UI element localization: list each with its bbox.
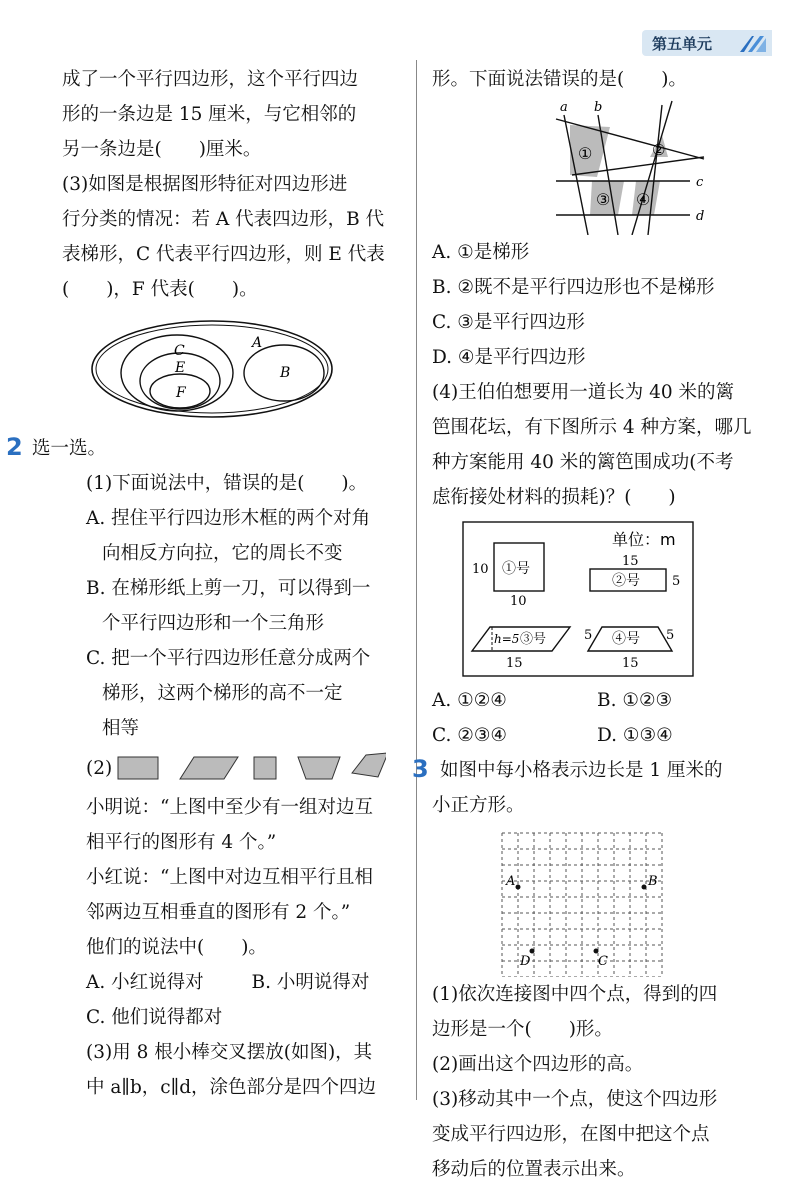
- option-d: D. ①③④: [597, 725, 673, 746]
- plan-3-height: h=5: [494, 632, 520, 646]
- sub-question-label: (2): [86, 757, 113, 779]
- question-number: 3: [412, 755, 429, 783]
- text-line: (3)用 8 根小棒交叉摆放(如图)，其: [86, 1042, 373, 1063]
- fence-plans-figure: [462, 521, 762, 679]
- question-number: 2: [6, 433, 23, 461]
- option-line: A. 捏住平行四边形木框的两个对角: [86, 508, 371, 529]
- option-b: B. ②既不是平行四边形也不是梯形: [432, 277, 715, 298]
- option-a: A. ①②④: [432, 690, 507, 711]
- plan-3-bottom: 15: [506, 656, 523, 671]
- text-line: (3)如图是根据图形特征对四边形进: [62, 174, 348, 195]
- text-line: 小红说：“上图中对边互相平行且相: [86, 867, 373, 888]
- question-title: 如图中每小格表示边长是 1 厘米的: [440, 760, 723, 781]
- text-line: 他们的说法中( )。: [86, 937, 267, 958]
- text-line: 虑衔接处材料的损耗)？( ): [432, 487, 676, 508]
- plan-1-label: ①号: [502, 561, 530, 577]
- point-b-dot: [642, 885, 647, 890]
- options-row: [62, 965, 397, 1000]
- text-line: 另一条边是( )厘米。: [62, 139, 262, 160]
- text-line: 形的一条边是 15 厘米，与它相邻的: [62, 104, 357, 125]
- text-line: 形。下面说法错误的是( )。: [432, 69, 687, 90]
- text-line: (3)移动其中一个点，使这个四边形: [432, 1089, 718, 1110]
- unit-note: 单位：m: [612, 530, 676, 549]
- unit-label: 第五单元: [652, 35, 713, 53]
- line-label-c: c: [696, 175, 704, 190]
- region-2-label: ②: [652, 141, 666, 159]
- option-c: C. ③是平行四边形: [432, 312, 585, 333]
- option-d: D. ④是平行四边形: [432, 347, 586, 368]
- venn-label-a: A: [252, 335, 263, 351]
- venn-label-f: F: [176, 385, 186, 401]
- venn-diagram: [62, 315, 397, 425]
- text-line: 小明说：“上图中至少有一组对边互: [86, 797, 373, 818]
- point-d-dot: [530, 949, 535, 954]
- plan-2-side: 5: [672, 574, 681, 589]
- plan-4-label: ④号: [612, 631, 640, 647]
- text-line: 成了一个平行四边形，这个平行四边: [62, 69, 359, 90]
- text-line: (4)王伯伯想要用一道长为 40 米的篱: [432, 382, 735, 403]
- text-line: ( )，F 代表( )。: [62, 279, 258, 300]
- unit-header-tab: [642, 30, 772, 56]
- plan-4-bottom: 15: [622, 656, 639, 671]
- option-c: C. ②③④: [432, 725, 508, 746]
- venn-label-c: C: [174, 343, 185, 359]
- text-line: 个平行四边形和一个三角形: [102, 613, 325, 634]
- options-row: [432, 718, 762, 753]
- left-column: [6, 62, 397, 1105]
- dot-grid-figure: [432, 827, 762, 977]
- option-a: A. ①是梯形: [432, 242, 530, 263]
- option-line: B. 在梯形纸上剪一刀，可以得到一: [86, 578, 371, 599]
- line-label-a: a: [560, 100, 568, 115]
- point-d-label: D: [520, 954, 531, 969]
- point-c-dot: [594, 949, 599, 954]
- text-line: 种方案能用 40 米的篱笆围成功(不考: [432, 452, 734, 473]
- text-line: 边形是一个( )形。: [432, 1019, 613, 1040]
- text-line: 行分类的情况：若 A 代表四边形，B 代: [62, 209, 385, 230]
- venn-label-b: B: [280, 365, 291, 381]
- plan-4-left: 5: [584, 628, 593, 643]
- text-line: 梯形，这两个梯形的高不一定: [102, 683, 343, 704]
- plan-3-label: ③号: [520, 632, 547, 647]
- text-line: 相平行的图形有 4 个。”: [86, 832, 277, 853]
- point-a-dot: [516, 885, 521, 890]
- point-c-label: C: [598, 954, 608, 969]
- text-line: (1)依次连接图中四个点，得到的四: [432, 984, 718, 1005]
- line-label-b: b: [594, 100, 603, 115]
- text-line: 变成平行四边形，在图中把这个点: [432, 1124, 710, 1145]
- text-line: (1)下面说法中，错误的是( )。: [86, 473, 368, 494]
- text-line: 表梯形，C 代表平行四边形，则 E 代表: [62, 244, 385, 265]
- option-b: B. 小明说得对: [251, 972, 370, 993]
- option-a: A. 小红说得对: [86, 972, 204, 993]
- point-a-label: A: [506, 874, 516, 889]
- plan-2-top: 15: [622, 554, 639, 569]
- plan-1-bottom: 10: [510, 594, 527, 609]
- text-line: 移动后的位置表示出来。: [432, 1159, 636, 1180]
- text-line: 向相反方向拉，它的周长不变: [102, 543, 343, 564]
- option-line: C. 把一个平行四边形任意分成两个: [86, 648, 371, 669]
- question-title: 小正方形。: [432, 795, 525, 816]
- options-row: [432, 683, 762, 718]
- shapes-figure: [116, 751, 386, 785]
- text-line: 邻两边互相垂直的图形有 2 个。”: [86, 902, 351, 923]
- venn-label-e: E: [175, 360, 186, 376]
- text-line: 相等: [102, 718, 140, 739]
- line-label-d: d: [696, 209, 705, 224]
- point-b-label: B: [648, 874, 658, 889]
- region-4-label: ④: [636, 190, 651, 209]
- text-line: 笆围花坛，有下图所示 4 种方案，哪几: [432, 417, 752, 438]
- plan-2-label: ②号: [612, 573, 640, 589]
- region-3-label: ③: [596, 190, 611, 209]
- column-divider: [416, 60, 417, 1100]
- option-c: C. 他们说得都对: [86, 1007, 223, 1028]
- plan-4-right: 5: [666, 628, 675, 643]
- plan-1-side: 10: [472, 562, 489, 577]
- text-line: 中 a∥b，c∥d，涂色部分是四个四边: [86, 1077, 377, 1098]
- shapes-row: [62, 746, 397, 790]
- text-line: (2)画出这个四边形的高。: [432, 1054, 644, 1075]
- right-column: [412, 62, 762, 1187]
- question-title: 选一选。: [32, 438, 107, 459]
- region-1-label: ①: [578, 144, 593, 163]
- option-b: B. ①②③: [597, 690, 673, 711]
- sticks-figure: [472, 97, 800, 235]
- header-decoration-icon: [738, 32, 768, 54]
